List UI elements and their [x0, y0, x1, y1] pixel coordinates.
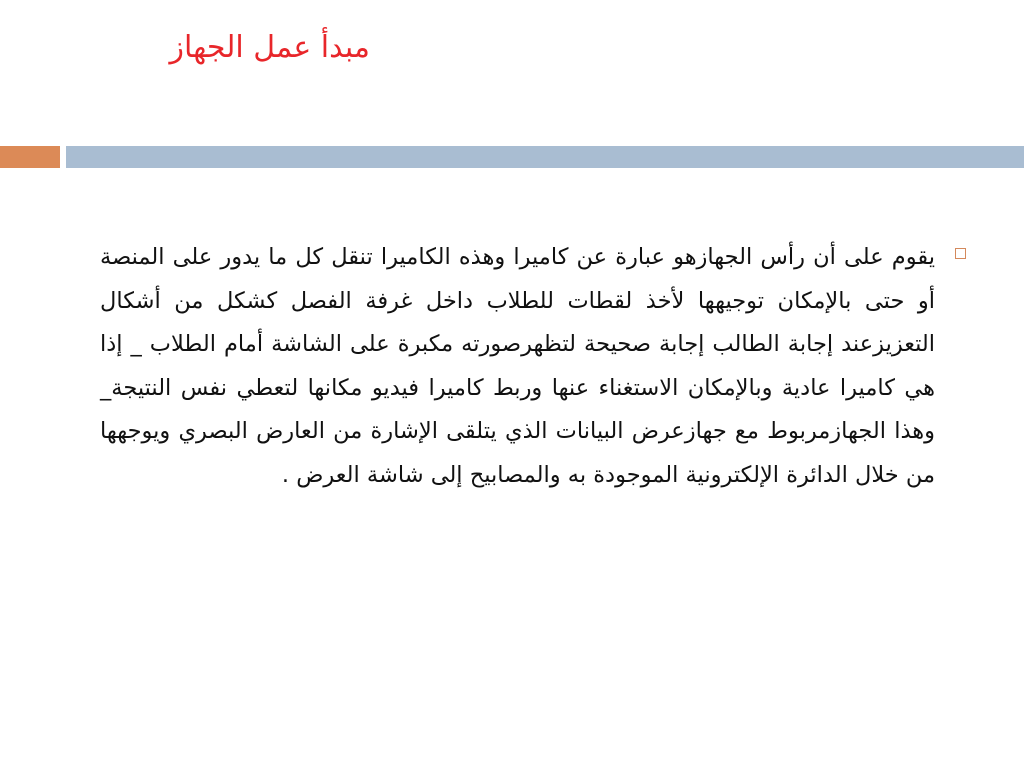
accent-bar-orange [0, 146, 60, 168]
bullet-item [100, 236, 990, 497]
bullet-text: يقوم على أن رأس الجهازهو عبارة عن كاميرا وهذه الكاميرا تنقل كل ما يدور على المنصة أو حتى بالإمكان توجيهها لأخذ لقطات للطلاب داخل غرفة الفصل كشكل من أشكال التعزيزعند إجابة الطالب إجابة صحيحة لتظهرصورته مكبرة على الشاشة أمام الطلاب _ إذا هي كاميرا عادية وبالإمكان الاستغناء عنها وربط كاميرا فيديو مكانها لتعطي نفس النتيجة_ وهذا الجهازمربوط مع جهازعرض البيانات الذي يتلقى الإشارة من العارض البصري ويوجهها من خلال الدائرة الإلكترونية الموجودة به والمصابيح إلى شاشة العرض . [100, 244, 935, 488]
accent-bar-blue [66, 146, 1024, 168]
hollow-square-bullet-icon [955, 248, 966, 259]
slide-title: مبدأ عمل الجهاز [169, 30, 370, 65]
slide-content [100, 236, 990, 596]
